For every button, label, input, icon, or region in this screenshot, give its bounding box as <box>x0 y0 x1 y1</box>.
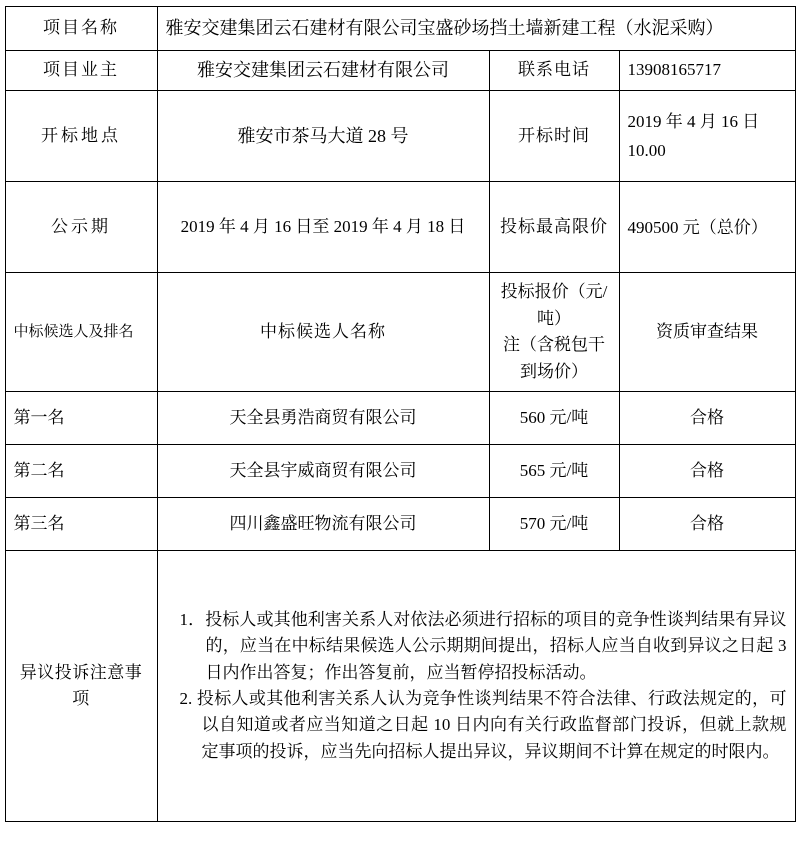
project-name-label: 项目名称 <box>5 7 157 51</box>
candidate-rank: 第二名 <box>5 444 157 497</box>
candidate-name: 四川鑫盛旺物流有限公司 <box>157 497 489 550</box>
owner-label: 项目业主 <box>5 50 157 91</box>
candidate-qualification: 合格 <box>619 391 795 444</box>
bid-announcement-table <box>5 6 796 822</box>
publicity-value: 2019 年 4 月 16 日至 2019 年 4 月 18 日 <box>157 182 489 273</box>
candidate-rank: 第三名 <box>5 497 157 550</box>
phone-value: 13908165717 <box>619 50 795 91</box>
bid-place-value: 雅安市茶马大道 28 号 <box>157 91 489 182</box>
candidates-name-header: 中标候选人名称 <box>157 273 489 391</box>
table-row <box>5 391 795 444</box>
owner-value: 雅安交建集团云石建材有限公司 <box>157 50 489 91</box>
notice-label: 异议投诉注意事项 <box>5 550 157 821</box>
publicity-label: 公示期 <box>5 182 157 273</box>
table-row-candidates-header <box>5 273 795 391</box>
candidates-qualification-header: 资质审查结果 <box>619 273 795 391</box>
candidate-name: 天全县宇威商贸有限公司 <box>157 444 489 497</box>
candidate-price: 560 元/吨 <box>489 391 619 444</box>
candidate-qualification: 合格 <box>619 497 795 550</box>
candidate-qualification: 合格 <box>619 444 795 497</box>
table-row <box>5 444 795 497</box>
table-row-notice <box>5 550 795 821</box>
table-row <box>5 497 795 550</box>
bid-place-label: 开标地点 <box>5 91 157 182</box>
candidates-price-header <box>489 273 619 391</box>
candidate-price: 565 元/吨 <box>489 444 619 497</box>
candidates-rank-header: 中标候选人及排名 <box>5 273 157 391</box>
notice-body <box>157 550 795 821</box>
table-row-publicity <box>5 182 795 273</box>
notice-item-2: 2. 投标人或其他利害关系人认为竞争性谈判结果不符合法律、行政法规定的，可以自知道或者应当知道之日起 10 日内向有关行政监督部门投诉，但就上款规定事项的投诉，应当先向招标人提出异议，异议期间不计算在规定的时限内。 <box>179 688 787 761</box>
table-row-owner <box>5 50 795 91</box>
candidates-price-header-line1: 投标报价（元/吨） <box>500 282 608 328</box>
candidate-rank: 第一名 <box>5 391 157 444</box>
project-name-value: 雅安交建集团云石建材有限公司宝盛砂场挡土墙新建工程（水泥采购） <box>157 7 795 51</box>
candidate-price: 570 元/吨 <box>489 497 619 550</box>
max-price-value: 490500 元（总价） <box>619 182 795 273</box>
candidate-name: 天全县勇浩商贸有限公司 <box>157 391 489 444</box>
bid-time-value: 2019 年 4 月 16 日 10.00 <box>619 91 795 182</box>
max-price-label: 投标最高限价 <box>489 182 619 273</box>
candidates-price-header-line2: 注（含税包干到场价） <box>503 335 605 381</box>
phone-label: 联系电话 <box>489 50 619 91</box>
notice-item-1: 1．投标人或其他利害关系人对依法必须进行招标的项目的竞争性谈判结果有异议的，应当在中标结果候选人公示期期间提出，招标人应当自收到异议之日起 3 日内作出答复；作出答复前，应当暂停招投标活动。 <box>179 609 787 682</box>
bid-time-label: 开标时间 <box>489 91 619 182</box>
table-row-bid-place <box>5 91 795 182</box>
table-row-project-name <box>5 7 795 51</box>
